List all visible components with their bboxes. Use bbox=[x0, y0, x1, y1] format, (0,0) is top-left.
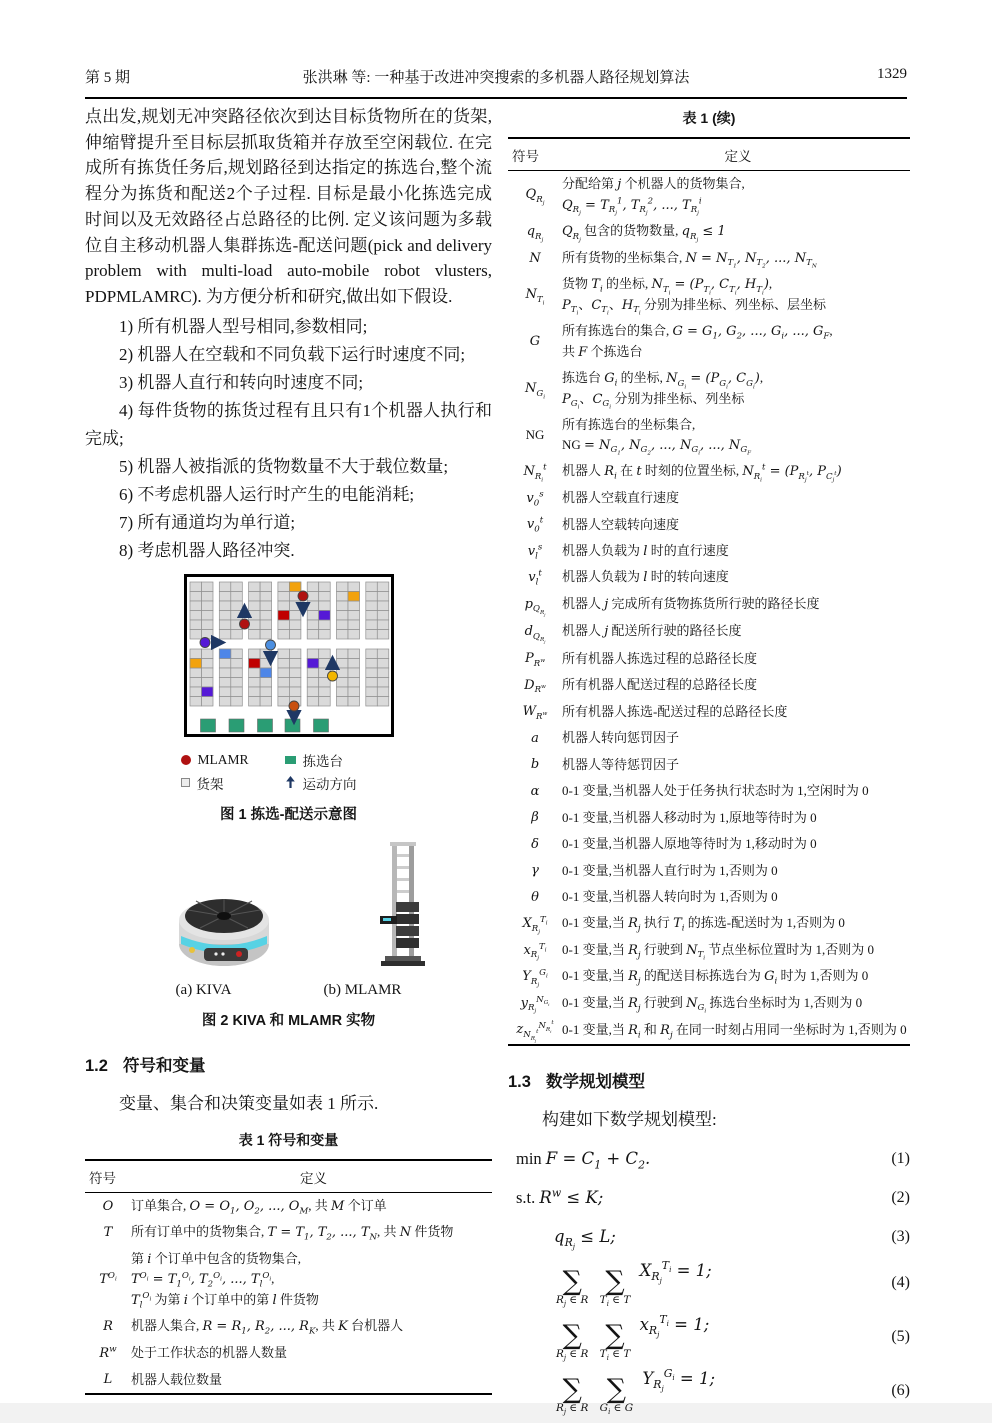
symbol-cell: a bbox=[531, 730, 539, 746]
symbol-cell: $p_{Q_{R_j}}$ bbox=[524, 596, 546, 617]
symbol-cell: G bbox=[529, 334, 541, 350]
definition-cell: 机器人空载转向速度 bbox=[562, 516, 680, 532]
assumption-item: 2) 机器人在空载和不同负载下运行时速度不同; bbox=[119, 344, 466, 364]
header-rule bbox=[85, 97, 907, 99]
assumption-item: 7) 所有通道均为单行道; bbox=[119, 512, 296, 532]
table-row bbox=[508, 365, 910, 412]
table-row bbox=[85, 1246, 492, 1314]
symbol-cell: $P_{R^w}$ bbox=[524, 651, 546, 669]
table1 bbox=[85, 1159, 492, 1395]
equation bbox=[508, 1144, 910, 1174]
section-1-2-paragraph: 变量、集合和决策变量如表 1 所示. bbox=[119, 1093, 379, 1113]
definition-cell: 0-1 变量,当机器人原地等待时为 1,移动时为 0 bbox=[562, 836, 817, 852]
assumption-item: 4) 每件货物的拣货过程有且只有1个机器人执行和完成; bbox=[85, 400, 492, 448]
table-row bbox=[508, 645, 910, 672]
column-header-symbol: 符号 bbox=[512, 149, 539, 164]
equation-number: (3) bbox=[891, 1227, 910, 1245]
definition-cell: 所有拣选台的集合, $G = G_1$, $G_2$, ..., $G_i$, ..., $G_F$, 共 F 个拣选台 bbox=[562, 323, 833, 360]
definition-cell: 分配给第 j 个机器人的货物集合, $Q_{R_j} = T_{R_j}^1$, $T_{R_j}^2$, ..., $T_{R_j}^i$ bbox=[562, 176, 745, 217]
table-row bbox=[85, 1366, 492, 1393]
definition-cell: 所有订单中的货物集合, $T = T_1$, $T_2$, ..., $T_N$, 共 N 件货物 bbox=[131, 1224, 454, 1243]
legend-label: 运动方向 bbox=[302, 776, 357, 792]
left-column bbox=[85, 104, 492, 1395]
definition-cell: 机器人集合, $R = R_1$, $R_2$, ..., $R_K$, 共 K 台机器人 bbox=[131, 1318, 404, 1337]
symbol-cell: $R^w$ bbox=[99, 1344, 117, 1361]
intro-paragraph: 点出发,规划无冲突路径依次到达目标货物所在的货架,伸缩臂提升至目标层抓取货箱并存放至空闲载位. 在完成所有拣货任务后,规划路径到达指定的拣选台,整个流程分为拣货和配送2个子过程. 目标是最小化拣选完成时间以及无效路径占总路径的比例. 定义该问题为多载位自主移动机器人集群拣选-配送问题(pick and delivery problem with multi-load auto-mobile robot vlusters, PDPMLAMRC). 为方便分析和研究,做出如下假设. bbox=[85, 107, 492, 306]
equation-body: s.t. $R^w \le K$; bbox=[516, 1186, 604, 1207]
equation-body: ∑ $R_j$ ∈ R ∑ $G_i$ ∈ G $Y_{R_j}^{G_i} = 1$; bbox=[556, 1367, 716, 1416]
symbol-cell: α bbox=[530, 783, 540, 799]
definition-cell: 所有机器人拣选-配送过程的总路径长度 bbox=[562, 703, 788, 719]
figure2-sublabels bbox=[85, 982, 492, 999]
legend-label: MLAMR bbox=[197, 751, 249, 767]
definition-cell: 0-1 变量,当 $R_j$ 执行 $T_i$ 的拣选-配送时为 1,否则为 0 bbox=[562, 915, 845, 934]
figure2 bbox=[85, 840, 492, 970]
definition-cell: 0-1 变量,当机器人移动时为 1,原地等待时为 0 bbox=[562, 809, 817, 825]
equation-body: ∑ $R_j$ ∈ R ∑ $T_i$ ∈ T $X_{R_j}^{T_i} = 1$; bbox=[556, 1259, 712, 1308]
equation bbox=[508, 1261, 910, 1306]
definition-cell: 0-1 变量,当 $R_j$ 行驶到 $N_{T_i}$ 节点坐标位置时为 1,否则为 0 bbox=[562, 941, 875, 963]
symbol-cell: R bbox=[103, 1319, 113, 1335]
equation-body: $q_{R_j} \le L$; bbox=[554, 1226, 616, 1251]
equation bbox=[508, 1369, 910, 1414]
table-row bbox=[85, 1193, 492, 1220]
warehouse-diagram bbox=[85, 574, 492, 742]
symbol-cell: $v_0^s$ bbox=[526, 489, 544, 509]
assumption-item: 1) 所有机器人型号相同,参数相同; bbox=[119, 316, 368, 336]
table-row bbox=[85, 1219, 492, 1246]
definition-cell: 所有货物的坐标集合, $N = N_{T_1}$, $N_{T_2}$, ..., $N_{T_N}$ bbox=[562, 249, 817, 270]
definition-cell: 0-1 变量,当 $R_j$ 行驶到 $N_{G_i}$ 拣选台坐标时为 1,否则为 0 bbox=[562, 994, 863, 1016]
symbol-cell: L bbox=[103, 1372, 113, 1388]
assumption-item: 6) 不考虑机器人运行时产生的电能消耗; bbox=[119, 484, 415, 504]
table-row bbox=[508, 511, 910, 538]
table-row bbox=[508, 458, 910, 485]
mlamr-dot-icon bbox=[181, 755, 191, 765]
table1-cont-title: 表 1 (续) bbox=[682, 110, 736, 126]
symbol-cell: $N_{R_i}^t$ bbox=[523, 462, 547, 484]
legend-item bbox=[285, 773, 397, 793]
equation-body: $\min F = C_1 + C_2$. bbox=[516, 1148, 651, 1172]
figure2-label-b: (b) MLAMR bbox=[323, 981, 402, 998]
equation-number: (6) bbox=[891, 1382, 910, 1400]
equation-block bbox=[508, 1144, 910, 1414]
table1-cont-body bbox=[508, 171, 910, 1044]
table-row bbox=[508, 672, 910, 699]
table-row bbox=[508, 884, 910, 911]
table-row bbox=[508, 804, 910, 831]
table-row bbox=[508, 831, 910, 858]
table-row bbox=[508, 1016, 910, 1043]
journal-issue: 第 5 期 bbox=[85, 70, 131, 86]
table-row bbox=[508, 485, 910, 512]
definition-cell: 所有拣选台的坐标集合, NG = $N_{G_1}$, $N_{G_2}$, ..., $N_{G_i}$, ..., $N_{G_F}$ bbox=[562, 417, 752, 457]
definition-cell: 所有机器人配送过程的总路径长度 bbox=[562, 677, 758, 693]
section-1-2-heading bbox=[85, 1052, 492, 1076]
figure2-label-a: (a) KIVA bbox=[175, 981, 232, 998]
mlamr-photo bbox=[377, 840, 429, 970]
symbol-cell: N bbox=[529, 250, 541, 266]
definition-cell: 机器人负载为 l 时的直行速度 bbox=[562, 542, 729, 559]
symbol-cell: $v_0^t$ bbox=[526, 515, 544, 535]
symbol-cell: O bbox=[102, 1198, 114, 1214]
table-row bbox=[508, 857, 910, 884]
equation bbox=[508, 1183, 910, 1213]
symbol-cell: $y_{R_j}^{N_{G_i}}$ bbox=[520, 994, 550, 1016]
figure1-caption: 图 1 拣选-配送示意图 bbox=[220, 806, 357, 823]
symbol-cell: T bbox=[103, 1225, 113, 1241]
running-title: 张洪琳 等: 一种基于改进冲突搜索的多机器人路径规划算法 bbox=[302, 70, 690, 86]
definition-cell: 货物 $T_i$ 的坐标, $N_{T_i} = (P_{T_i}$, $C_{T_i}$, $H_{T_i}$), $P_{T_i}$、$C_{T_i}$、$H_{T_i}$ 分别为排坐标、列坐标、层坐标 bbox=[562, 276, 826, 317]
symbol-cell: δ bbox=[531, 836, 539, 852]
definition-cell: 机器人载位数量 bbox=[131, 1371, 223, 1387]
symbol-cell: $D_{R^w}$ bbox=[524, 677, 546, 696]
symbol-cell: NG bbox=[525, 427, 545, 443]
definition-cell: 机器人 $R_i$ 在 t 时刻的位置坐标, $N_{R_i}^t = (P_{R_j^t}$, $P_{C_j^t}$) bbox=[562, 462, 842, 484]
section-title: 符号和变量 bbox=[122, 1056, 206, 1075]
symbol-cell: $W_{R^w}$ bbox=[522, 704, 548, 722]
table-row bbox=[508, 271, 910, 318]
definition-cell: 机器人空载直行速度 bbox=[562, 490, 680, 505]
shelf-square-icon bbox=[181, 778, 190, 787]
table1-cont bbox=[508, 137, 910, 1046]
table-row bbox=[508, 937, 910, 964]
definition-cell: 机器人 j 配送所行驶的路径长度 bbox=[562, 623, 742, 640]
definition-cell: 机器人等待惩罚因子 bbox=[562, 756, 680, 772]
table-row bbox=[508, 564, 910, 591]
definition-cell: 拣选台 $G_i$ 的坐标, $N_{G_i} = (P_{G_i}$, $C_{G_i}$), $P_{G_i}$、$C_{G_i}$ 分别为排坐标、列坐标 bbox=[562, 370, 764, 411]
symbol-cell: b bbox=[530, 757, 540, 773]
section-1-3-heading bbox=[508, 1068, 910, 1092]
table-row bbox=[508, 963, 910, 990]
definition-cell: 所有机器人拣选过程的总路径长度 bbox=[562, 650, 758, 666]
symbol-cell: $X_{R_j}^{T_i}$ bbox=[522, 915, 548, 936]
section-1-3-paragraph: 构建如下数学规划模型: bbox=[542, 1109, 717, 1129]
symbol-cell: $N_{G_i}$ bbox=[524, 381, 546, 401]
table-row bbox=[508, 318, 910, 365]
symbol-cell: $v_l^s$ bbox=[527, 542, 543, 562]
table1-cont-header bbox=[508, 139, 910, 171]
symbol-cell: $d_{Q_{R_j}}$ bbox=[524, 623, 546, 645]
symbol-cell: β bbox=[531, 810, 539, 826]
table-row bbox=[508, 618, 910, 645]
symbol-cell: $x_{R_j}^{T_i}$ bbox=[523, 941, 547, 963]
definition-cell: 处于工作状态的机器人数量 bbox=[131, 1345, 288, 1361]
table-row bbox=[85, 1340, 492, 1367]
definition-cell: 订单集合, $O = O_1$, $O_2$, ..., $O_M$, 共 M 个订单 bbox=[131, 1197, 387, 1217]
symbol-cell: $q_{R_j}$ bbox=[526, 224, 544, 244]
definition-cell: 0-1 变量,当机器人处于任务执行状态时为 1,空闲时为 0 bbox=[562, 783, 869, 799]
symbol-cell: $Y_{R_j}^{G_i}$ bbox=[522, 968, 548, 989]
table1-body bbox=[85, 1193, 492, 1393]
symbol-cell: $v_l^t$ bbox=[528, 568, 542, 588]
assumptions-list bbox=[85, 313, 492, 565]
table-row bbox=[508, 751, 910, 778]
table1-title: 表 1 符号和变量 bbox=[238, 1131, 339, 1148]
legend-item bbox=[285, 750, 397, 770]
equation-number: (4) bbox=[891, 1274, 910, 1292]
table-row bbox=[508, 218, 910, 245]
equation-number: (2) bbox=[891, 1188, 910, 1206]
assumption-item: 3) 机器人直行和转向时速度不同; bbox=[119, 372, 364, 392]
equation-number: (1) bbox=[891, 1149, 910, 1167]
column-header-symbol: 符号 bbox=[89, 1170, 116, 1186]
column-header-definition: 定义 bbox=[300, 1170, 327, 1186]
table-row bbox=[508, 698, 910, 725]
table-row bbox=[508, 412, 910, 458]
kiva-photo bbox=[149, 858, 299, 970]
definition-cell: 机器人转向惩罚因子 bbox=[562, 730, 680, 746]
equation-number: (5) bbox=[891, 1328, 910, 1346]
definition-cell: 第 i 个订单中包含的货物集合, $T^{O_i} = T_1^{O_i}$, $T_2^{O_i}$, ..., $T_l^{O_i}$, $T_l^{O_i}$ 为第 i 个订单中的第 l 件货物 bbox=[131, 1250, 319, 1311]
equation bbox=[508, 1315, 910, 1360]
table-row bbox=[508, 591, 910, 618]
definition-cell: 0-1 变量,当 $R_i$ 和 $R_j$ 在同一时刻占用同一坐标时为 1,否则为 0 bbox=[562, 1021, 907, 1041]
table-row bbox=[508, 725, 910, 752]
symbol-cell: $z_{N_{R_j}^t}^{N_{R_i}^t}$ bbox=[516, 1020, 554, 1043]
table1-header bbox=[85, 1161, 492, 1193]
definition-cell: 机器人负载为 l 时的转向速度 bbox=[562, 569, 729, 585]
section-title: 数学规划模型 bbox=[545, 1072, 645, 1091]
table-row bbox=[508, 778, 910, 805]
table-row bbox=[85, 1313, 492, 1340]
assumption-item: 5) 机器人被指派的货物数量不大于载位数量; bbox=[119, 456, 449, 476]
symbol-cell: γ bbox=[531, 863, 539, 879]
figure1-legend bbox=[181, 750, 397, 793]
section-number: 1.3 bbox=[508, 1072, 531, 1091]
equation bbox=[508, 1222, 910, 1252]
legend-label: 货架 bbox=[196, 776, 224, 792]
definition-cell: $Q_{R_j}$ 包含的货物数量, $q_{R_j} \le 1$ bbox=[562, 223, 726, 244]
table-row bbox=[508, 538, 910, 565]
definition-cell: 0-1 变量,当 $R_j$ 的配送目标拣选台为 $G_i$ 时为 1,否则为 0 bbox=[562, 968, 869, 987]
figure1 bbox=[85, 574, 492, 824]
column-header-definition: 定义 bbox=[724, 149, 752, 164]
symbol-cell: $Q_{R_j}$ bbox=[525, 187, 545, 207]
equation-body: ∑ $R_j$ ∈ R ∑ $T_i$ ∈ T $x_{R_j}^{T_i} = 1$; bbox=[556, 1313, 710, 1362]
direction-arrow-icon bbox=[285, 776, 296, 789]
definition-cell: 0-1 变量,当机器人直行时为 1,否则为 0 bbox=[562, 862, 778, 878]
station-square-icon bbox=[285, 756, 296, 764]
symbol-cell: θ bbox=[531, 889, 539, 905]
legend-label: 拣选台 bbox=[302, 753, 343, 769]
right-column bbox=[508, 108, 910, 1423]
symbol-cell: $T^{O_i}$ bbox=[99, 1270, 117, 1288]
assumption-item: 8) 考虑机器人路径冲突. bbox=[119, 540, 295, 560]
definition-cell: 0-1 变量,当机器人转向时为 1,否则为 0 bbox=[562, 889, 778, 905]
legend-item bbox=[181, 773, 285, 793]
definition-cell: 机器人 j 完成所有货物拣货所行驶的路径长度 bbox=[562, 595, 820, 612]
table-row bbox=[508, 171, 910, 218]
page-number: 1329 bbox=[877, 66, 907, 82]
section-number: 1.2 bbox=[85, 1056, 108, 1075]
symbol-cell: $N_{T_i}$ bbox=[525, 287, 545, 307]
table-row bbox=[508, 245, 910, 272]
table-row bbox=[508, 990, 910, 1017]
table-row bbox=[508, 910, 910, 937]
figure2-caption: 图 2 KIVA 和 MLAMR 实物 bbox=[201, 1012, 376, 1029]
legend-item bbox=[181, 750, 285, 770]
